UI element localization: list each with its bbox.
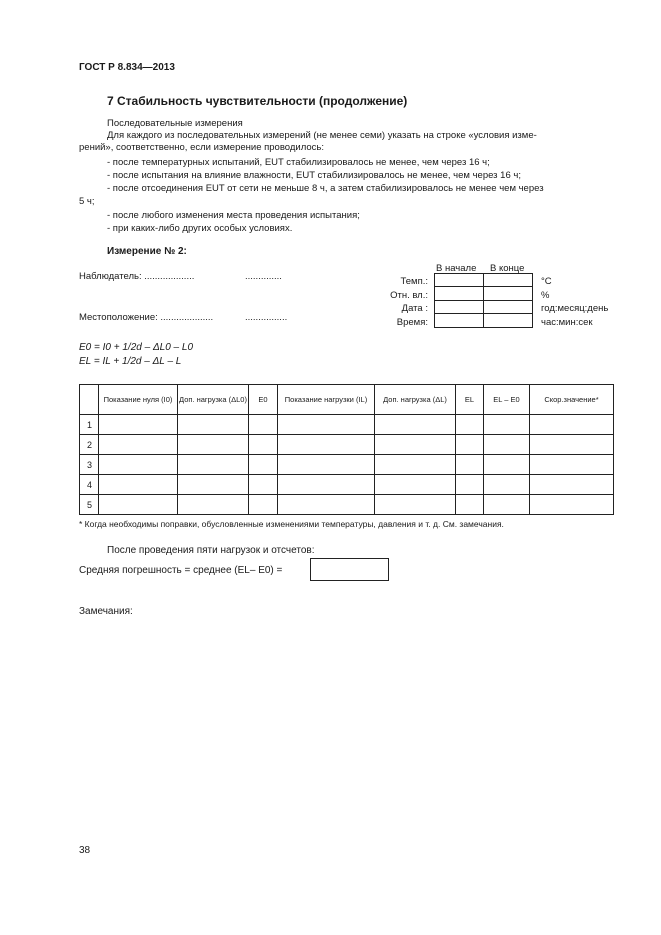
- table-cell[interactable]: [375, 435, 456, 455]
- table-cell[interactable]: [456, 495, 484, 515]
- date-end-field[interactable]: [484, 300, 533, 313]
- table-header-index: [80, 385, 99, 415]
- list-item: - после отсоединения EUT от сети не меньше 8 ч, а затем стабилизировалось не менее чем через: [107, 183, 544, 194]
- list-item: - после испытания на влияние влажности, EUT стабилизировалось не менее, чем через 16 ч;: [107, 170, 521, 181]
- list-item: - при каких-либо других особых условиях.: [107, 223, 293, 234]
- table-cell[interactable]: [278, 415, 375, 435]
- table-header-extra-load: Доп. нагрузка (ΔL): [375, 385, 456, 415]
- paragraph-text: Для каждого из последовательных измерений (не менее семи) указать на строке «условия изме-: [107, 130, 537, 141]
- table-cell[interactable]: [375, 495, 456, 515]
- paragraph-text: рений», соответственно, если измерение проводилось:: [79, 142, 324, 153]
- table-row: [80, 495, 614, 515]
- table-header-e0: E0: [249, 385, 278, 415]
- temp-unit: °С: [541, 276, 552, 287]
- col-start-label: В начале: [436, 263, 477, 274]
- table-cell[interactable]: [530, 475, 614, 495]
- table-cell[interactable]: [484, 495, 530, 515]
- table-cell[interactable]: [99, 435, 178, 455]
- row-number: 5: [80, 495, 99, 515]
- paragraph-intro: Последовательные измерения: [107, 118, 243, 129]
- table-cell[interactable]: [456, 415, 484, 435]
- table-cell[interactable]: [456, 455, 484, 475]
- table-cell[interactable]: [530, 495, 614, 515]
- table-cell[interactable]: [278, 455, 375, 475]
- table-cell[interactable]: [178, 435, 249, 455]
- list-item: 5 ч;: [79, 196, 95, 207]
- table-cell[interactable]: [178, 415, 249, 435]
- table-cell[interactable]: [278, 475, 375, 495]
- table-row: [80, 475, 614, 495]
- table-header-load-reading: Показание нагрузки (IL): [278, 385, 375, 415]
- formula-el: EL = IL + 1/2d – ΔL – L: [79, 356, 182, 367]
- table-cell[interactable]: [99, 495, 178, 515]
- time-end-field[interactable]: [484, 314, 533, 327]
- table-cell[interactable]: [249, 495, 278, 515]
- table-cell[interactable]: [178, 475, 249, 495]
- list-item: - после температурных испытаний, EUT стабилизировалось не менее, чем через 16 ч;: [107, 157, 490, 168]
- time-start-field[interactable]: [435, 314, 484, 327]
- row-number: 1: [80, 415, 99, 435]
- table-cell[interactable]: [484, 415, 530, 435]
- table-cell[interactable]: [530, 415, 614, 435]
- table-cell[interactable]: [484, 435, 530, 455]
- table-header-corrected-value: Скор.значение*: [530, 385, 614, 415]
- table-cell[interactable]: [99, 455, 178, 475]
- table-cell[interactable]: [456, 435, 484, 455]
- humidity-start-field[interactable]: [435, 287, 484, 300]
- humidity-label: Отн. вл.:: [390, 290, 428, 301]
- location-dots: ................: [245, 312, 288, 323]
- table-cell[interactable]: [249, 435, 278, 455]
- table-cell[interactable]: [375, 415, 456, 435]
- table-cell[interactable]: [530, 455, 614, 475]
- humidity-unit: %: [541, 290, 550, 301]
- table-cell[interactable]: [375, 475, 456, 495]
- table-header-extra-load-0: Доп. нагрузка (ΔL0): [178, 385, 249, 415]
- date-start-field[interactable]: [435, 300, 484, 313]
- humidity-end-field[interactable]: [484, 287, 533, 300]
- date-label: Дата :: [401, 303, 428, 314]
- temp-label: Темп.:: [400, 276, 428, 287]
- time-unit: час:мин:сек: [541, 317, 593, 328]
- table-header-zero-reading: Показание нуля (I0): [99, 385, 178, 415]
- table-header-el: EL: [456, 385, 484, 415]
- page-number: 38: [79, 845, 91, 856]
- measurement-title: Измерение № 2:: [107, 246, 187, 257]
- observer-dots: ..............: [245, 271, 282, 282]
- list-item: - после любого изменения места проведения испытания;: [107, 210, 360, 221]
- table-cell[interactable]: [249, 455, 278, 475]
- observer-label: Наблюдатель: ...................: [79, 271, 195, 282]
- average-error-label: Средняя погрешность = среднее (EL– E0) =: [79, 565, 283, 576]
- table-cell[interactable]: [99, 415, 178, 435]
- date-unit: год:месяц:день: [541, 303, 609, 314]
- table-cell[interactable]: [278, 435, 375, 455]
- time-label: Время:: [396, 317, 428, 328]
- table-cell[interactable]: [530, 435, 614, 455]
- table-cell[interactable]: [249, 415, 278, 435]
- location-label: Местоположение: ....................: [79, 312, 214, 323]
- table-cell[interactable]: [375, 455, 456, 475]
- footnote: * Когда необходимы поправки, обусловленные изменениями температуры, давления и т. д. См. замечания.: [79, 519, 504, 529]
- temp-start-field[interactable]: [435, 274, 484, 287]
- section-title: 7 Стабильность чувствительности (продолжение): [107, 94, 408, 108]
- table-cell[interactable]: [484, 455, 530, 475]
- table-row: [80, 415, 614, 435]
- table-header-el-minus-e0: EL – E0: [484, 385, 530, 415]
- table-row: [80, 435, 614, 455]
- table-cell[interactable]: [99, 475, 178, 495]
- table-row: [80, 455, 614, 475]
- table-cell[interactable]: [178, 455, 249, 475]
- temp-end-field[interactable]: [484, 274, 533, 287]
- table-cell[interactable]: [484, 475, 530, 495]
- measurement-table: [79, 384, 614, 515]
- average-error-field[interactable]: [310, 558, 389, 581]
- standard-header: ГОСТ Р 8.834—2013: [79, 62, 175, 73]
- formula-e0: E0 = I0 + 1/2d – ΔL0 – L0: [79, 342, 194, 353]
- after-text: После проведения пяти нагрузок и отсчетов:: [107, 545, 315, 556]
- table-cell[interactable]: [456, 475, 484, 495]
- col-end-label: В конце: [490, 263, 525, 274]
- row-number: 3: [80, 455, 99, 475]
- row-number: 4: [80, 475, 99, 495]
- table-cell[interactable]: [178, 495, 249, 515]
- table-cell[interactable]: [249, 475, 278, 495]
- row-number: 2: [80, 435, 99, 455]
- remarks-label: Замечания:: [79, 606, 133, 617]
- conditions-table: [434, 273, 533, 328]
- table-cell[interactable]: [278, 495, 375, 515]
